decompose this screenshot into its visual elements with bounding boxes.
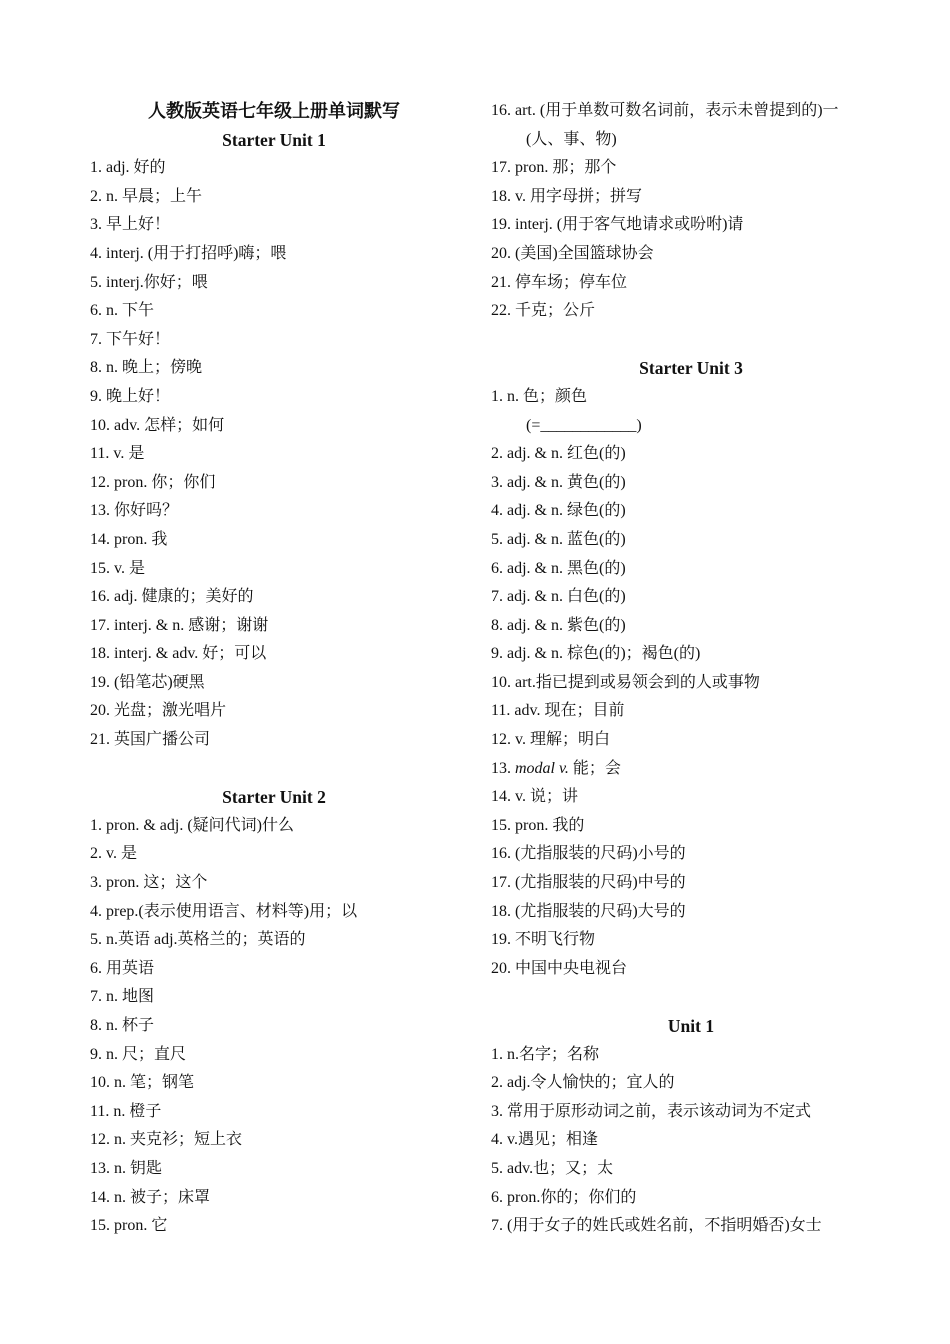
list-item: [491, 755, 891, 784]
list-item: 15. v. 是: [90, 559, 145, 577]
section-heading-starter-unit-2: Starter Unit 2: [222, 787, 326, 808]
list-item: 6. 用英语: [90, 959, 155, 977]
list-item: 10. n. 笔；钢笔: [90, 1074, 195, 1092]
list-item: 5. interj.你好；喂: [90, 273, 208, 291]
unit-1-list: [491, 1041, 891, 1241]
section-spacer: [491, 326, 891, 355]
list-item: 9. n. 尺；直尺: [90, 1045, 187, 1063]
item-number: 13.: [491, 759, 515, 777]
list-item: 20. 中国中央电视台: [491, 959, 628, 977]
list-item: 19. interj. (用于客气地请求或吩咐)请: [491, 216, 744, 234]
section-heading-starter-unit-1: Starter Unit 1: [222, 129, 326, 150]
list-item: 2. adj. & n. 红色(的): [491, 445, 626, 463]
list-item: 9. adj. & n. 棕色(的)；褐色(的): [491, 645, 701, 663]
item-definition: 能；会: [568, 759, 621, 777]
list-item: 14. n. 被子；床罩: [90, 1188, 211, 1206]
list-item: 20. (美国)全国篮球协会: [491, 244, 654, 262]
list-item: 17. pron. 那；那个: [491, 159, 617, 177]
list-item: 4. prep.(表示使用语言、材料等)用；以: [90, 902, 358, 920]
list-item: 3. adj. & n. 黄色(的): [491, 473, 626, 491]
list-item: 10. adv. 怎样；如何: [90, 416, 225, 434]
list-item: 4. v.遇见；相逢: [491, 1131, 598, 1149]
list-item: 18. interj. & adv. 好；可以: [90, 645, 267, 663]
list-item: 21. 英国广播公司: [90, 731, 211, 749]
starter-unit-3-list: [491, 383, 891, 983]
list-item: 6. adj. & n. 黑色(的): [491, 559, 626, 577]
list-item: 17. interj. & n. 感谢；谢谢: [90, 616, 269, 634]
list-item-continuation: (=____________): [526, 416, 642, 434]
list-item: 16. adj. 健康的；美好的: [90, 588, 254, 606]
starter-unit-1-list: [90, 154, 458, 754]
list-item: 5. n.英语 adj.英格兰的；英语的: [90, 931, 306, 949]
list-item: 4. adj. & n. 绿色(的): [491, 502, 626, 520]
list-item: 11. n. 橙子: [90, 1102, 162, 1120]
list-item: 13. n. 钥匙: [90, 1159, 163, 1177]
list-item: 6. n. 下午: [90, 302, 155, 320]
list-item: 10. art.指已提到或易领会到的人或事物: [491, 673, 760, 691]
list-item: 15. pron. 我的: [491, 816, 585, 834]
starter-unit-2-list-continued: [491, 97, 891, 326]
list-item: 18. v. 用字母拼；拼写: [491, 187, 642, 205]
starter-unit-2-list: [90, 812, 458, 1241]
section-spacer: [90, 755, 458, 784]
list-item: 1. pron. & adj. (疑问代词)什么: [90, 816, 294, 834]
list-item: 12. pron. 你；你们: [90, 473, 216, 491]
part-of-speech: modal v.: [515, 759, 569, 777]
list-item: 8. adj. & n. 紫色(的): [491, 616, 626, 634]
list-item: 9. 晚上好！: [90, 387, 171, 405]
list-item: 5. adj. & n. 蓝色(的): [491, 530, 626, 548]
list-item: 2. v. 是: [90, 845, 137, 863]
list-item: 21. 停车场；停车位: [491, 273, 628, 291]
list-item: 8. n. 杯子: [90, 1017, 155, 1034]
list-item: 1. adj. 好的: [90, 159, 166, 177]
list-item: 1. n. 色；颜色: [491, 387, 588, 405]
section-spacer: [491, 983, 891, 1012]
left-column: [90, 97, 458, 1241]
list-item: 8. n. 晚上；傍晚: [90, 359, 203, 377]
list-item: 17. (尤指服装的尺码)中号的: [491, 874, 686, 892]
list-item: 14. pron. 我: [90, 530, 168, 548]
list-item: 5. adv.也；又；太: [491, 1159, 614, 1177]
list-item: 15. pron. 它: [90, 1217, 168, 1235]
list-item: 16. art. (用于单数可数名词前，表示未曾提到的)一: [491, 102, 839, 119]
document-title: 人教版英语七年级上册单词默写: [148, 101, 400, 121]
list-item: 7. n. 地图: [90, 988, 155, 1006]
list-item: 7. adj. & n. 白色(的): [491, 588, 626, 606]
list-item: 11. adv. 现在；目前: [491, 702, 625, 720]
list-item: 4. interj. (用于打招呼)嗨；喂: [90, 244, 287, 262]
list-item: 12. n. 夹克衫；短上衣: [90, 1131, 243, 1149]
list-item: 7. (用于女子的姓氏或姓名前，不指明婚否)女士: [491, 1217, 822, 1235]
list-item: 1. n.名字；名称: [491, 1045, 600, 1063]
section-heading-starter-unit-3: Starter Unit 3: [639, 358, 743, 379]
list-item: 14. v. 说；讲: [491, 788, 578, 806]
section-heading-unit-1: Unit 1: [667, 1016, 715, 1036]
list-item: 12. v. 理解；明白: [491, 731, 610, 749]
list-item: 11. v. 是: [90, 445, 145, 463]
list-item: 2. adj.令人愉快的；宜人的: [491, 1074, 675, 1092]
list-item: 19. (铅笔芯)硬黑: [90, 673, 205, 691]
list-item-continuation: (人、事、物): [526, 130, 617, 148]
list-item: 3. 常用于原形动词之前，表示该动词为不定式: [491, 1102, 812, 1120]
list-item: 19. 不明飞行物: [491, 931, 596, 949]
list-item: 18. (尤指服装的尺码)大号的: [491, 902, 686, 920]
list-item: 6. pron.你的；你们的: [491, 1188, 637, 1206]
right-column: [491, 97, 891, 1241]
list-item: 13. 你好吗？: [90, 502, 179, 520]
list-item: 16. (尤指服装的尺码)小号的: [491, 845, 686, 863]
list-item: 3. pron. 这；这个: [90, 874, 208, 892]
list-item: 3. 早上好！: [90, 216, 171, 234]
list-item: 7. 下午好！: [90, 330, 171, 348]
list-item: 2. n. 早晨；上午: [90, 187, 203, 205]
list-item: 20. 光盘；激光唱片: [90, 702, 227, 720]
list-item: 22. 千克；公斤: [491, 302, 596, 320]
